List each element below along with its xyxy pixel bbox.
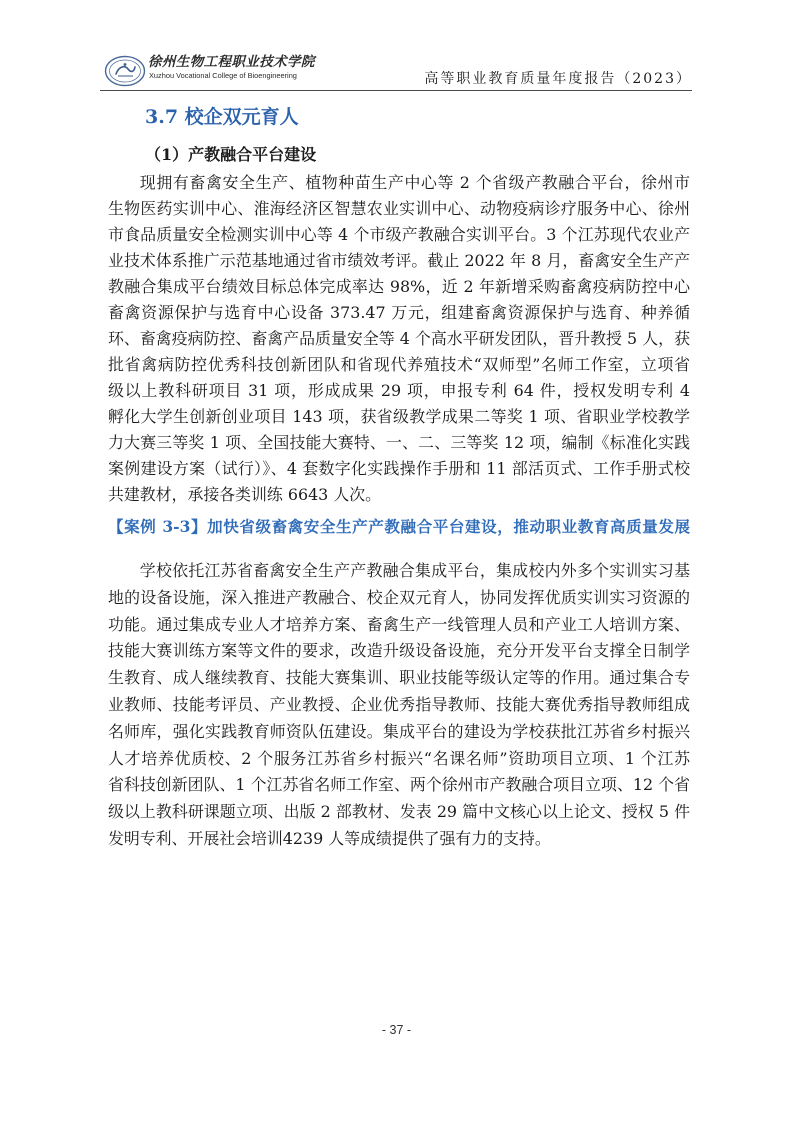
paragraph-line: 生物医药实训中心、淮海经济区智慧农业实训中心、动物疫病诊疗服务中心、徐州	[108, 199, 690, 218]
section-heading: 3.7 校企双元育人	[145, 106, 299, 128]
main-paragraph	[108, 170, 690, 508]
college-logo-icon	[104, 55, 146, 87]
paragraph-line: 业技术体系推广示范基地通过省市绩效考评。截止 2022 年 8 月，畜禽安全生产产	[108, 251, 690, 270]
paragraph-line: 级以上教科研项目 31 项，形成成果 29 项，申报专利 64 件，授权发明专利 4	[108, 381, 690, 400]
case-paragraph	[108, 558, 690, 853]
paragraph-line: 畜禽资源保护与选育中心设备 373.47 万元，组建畜禽资源保护与选育、种养循	[108, 303, 690, 322]
case-line: 生教育、成人继续教育、技能大赛集训、职业技能等级认定等的作用。通过集合专	[108, 668, 690, 688]
case-line: 业教师、技能考评员、产业教授、企业优秀指导教师、技能大赛优秀指导教师组成	[108, 694, 690, 714]
case-line: 省科技创新团队、1 个江苏省名师工作室、两个徐州市产教融合项目立项、12 个省	[108, 775, 690, 795]
paragraph-line: 教融合集成平台绩效目标总体完成率达 98%，近 2 年新增采购畜禽疫病防控中心	[108, 277, 690, 296]
case-heading: 【案例 3-3】加快省级畜禽安全生产产教融合平台建设，推动职业教育高质量发展	[108, 517, 690, 536]
report-title: 高等职业教育质量年度报告（2023）	[424, 71, 692, 87]
case-line: 功能。通过集成专业人才培养方案、畜禽生产一线管理人员和产业工人培训方案、	[108, 614, 690, 634]
header-divider	[100, 90, 692, 91]
case-line: 人才培养优质校、2 个服务江苏省乡村振兴“名课名师”资助项目立项、1 个江苏	[108, 748, 690, 768]
case-line: 技能大赛训练方案等文件的要求，改造升级设备设施，充分开发平台支撑全日制学	[108, 641, 690, 661]
paragraph-line: 批省禽病防控优秀科技创新团队和省现代养殖技术“双师型”名师工作室，立项省	[108, 355, 690, 374]
paragraph-line: 现拥有畜禽安全生产、植物种苗生产中心等 2 个省级产教融合平台，徐州市	[139, 173, 690, 192]
case-line: 地的设备设施，深入推进产教融合、校企双元育人，协同发挥优质实训实习资源的	[108, 587, 690, 607]
case-line: 发明专利、开展社会培训4239 人等成绩提供了强有力的支持。	[108, 828, 551, 848]
case-line: 学校依托江苏省畜禽安全生产产教融合集成平台，集成校内外多个实训实习基	[139, 561, 690, 580]
paragraph-line: 孵化大学生创新创业项目 143 项，获省级教学成果二等奖 1 项、省职业学校教学	[108, 407, 690, 426]
page-number: - 37 -	[381, 1023, 412, 1037]
college-name-en: Xuzhou Vocational College of Bioengineering	[149, 71, 297, 80]
paragraph-line: 共建教材，承接各类训练 6643 人次。	[108, 485, 382, 504]
paragraph-line: 市食品质量安全检测实训中心等 4 个市级产教融合实训平台。3 个江苏现代农业产	[108, 225, 690, 244]
paragraph-line: 力大赛三等奖 1 项、全国技能大赛特、一、二、三等奖 12 项，编制《标准化实践	[108, 433, 690, 452]
paragraph-line: 环、畜禽疫病防控、畜禽产品质量安全等 4 个高水平研发团队，晋升教授 5 人，获	[108, 329, 690, 348]
case-line: 级以上教科研课题立项、出版 2 部教材、发表 29 篇中文核心以上论文、授权 5 件	[108, 802, 690, 822]
paragraph-line: 案例建设方案（试行）》、4 套数字化实践操作手册和 11 部活页式、工作手册式校	[108, 459, 690, 478]
case-line: 名师库，强化实践教育师资队伍建设。集成平台的建设为学校获批江苏省乡村振兴	[108, 721, 690, 741]
college-name-cn: 徐州生物工程职业技术学院	[148, 54, 315, 70]
sub-heading: （1）产教融合平台建设	[145, 145, 317, 164]
